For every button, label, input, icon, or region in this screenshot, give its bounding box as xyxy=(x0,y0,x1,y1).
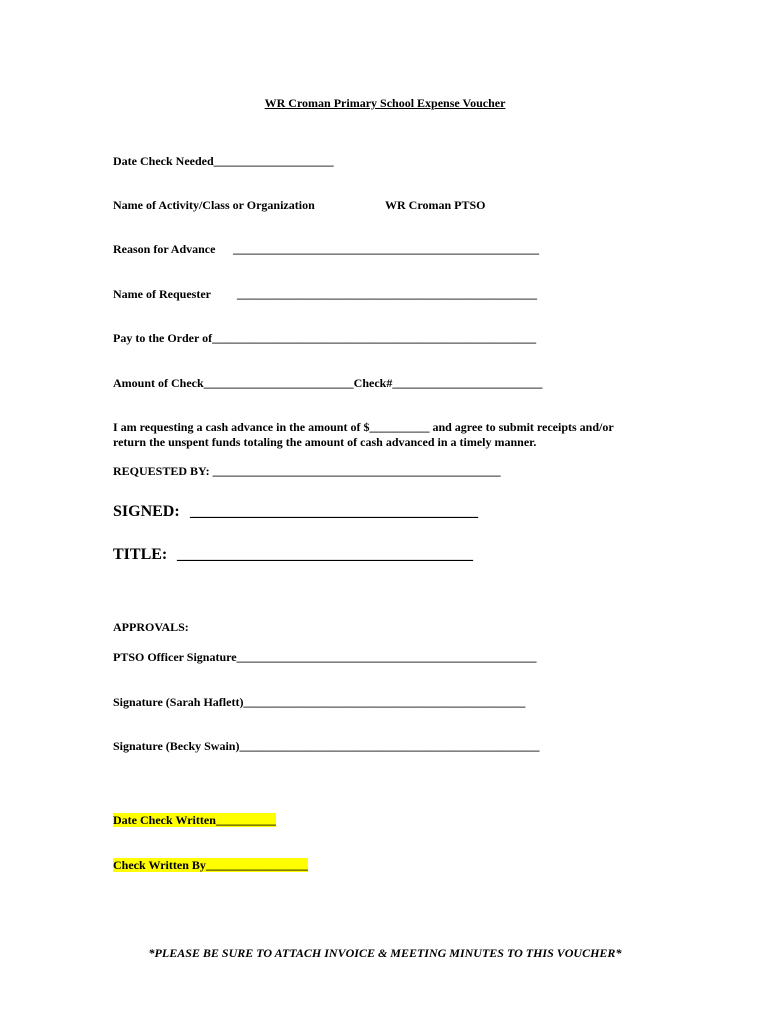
ptso-signature-field: PTSO Officer Signature__________________________________________________ xyxy=(113,650,537,664)
title-label: TITLE: xyxy=(113,546,168,563)
requester-line: __________________________________________________ xyxy=(237,287,537,301)
footer-note: *PLEASE BE SURE TO ATTACH INVOICE & MEETING MINUTES TO THIS VOUCHER* xyxy=(148,946,622,960)
reason-label: Reason for Advance xyxy=(113,242,216,256)
signed-line: ____________________________________ xyxy=(190,503,478,520)
haflett-signature-field: Signature (Sarah Haflett)_______________________________________________ xyxy=(113,695,526,709)
pay-to-field: Pay to the Order of______________________________________________________ xyxy=(113,331,537,345)
document-title: WR Croman Primary School Expense Voucher xyxy=(264,96,506,110)
check-written-by-highlight: Check Written By_________________ xyxy=(113,858,308,872)
requested-by-field: REQUESTED BY: ________________________________________________ xyxy=(113,464,501,478)
date-check-written-field xyxy=(113,813,276,827)
approvals-heading: APPROVALS: xyxy=(113,620,189,634)
title-line: _____________________________________ xyxy=(177,546,473,563)
date-check-needed-field: Date Check Needed____________________ xyxy=(113,154,334,168)
activity-value: WR Croman PTSO xyxy=(385,198,486,212)
date-check-written-highlight: Date Check Written__________ xyxy=(113,813,276,827)
reason-line: ___________________________________________________ xyxy=(233,242,539,256)
signed-label: SIGNED: xyxy=(113,503,180,520)
amount-check-field: Amount of Check_________________________Check#_________________________ xyxy=(113,376,543,390)
check-written-by-field xyxy=(113,858,308,872)
swain-signature-field: Signature (Becky Swain)__________________________________________________ xyxy=(113,739,540,753)
statement-line-1: I am requesting a cash advance in the amount of $__________ and agree to submit receipts and/or xyxy=(113,420,614,434)
statement-line-2: return the unspent funds totaling the amount of cash advanced in a timely manner. xyxy=(113,435,537,449)
activity-label: Name of Activity/Class or Organization xyxy=(113,198,315,212)
requester-label: Name of Requester xyxy=(113,287,211,301)
